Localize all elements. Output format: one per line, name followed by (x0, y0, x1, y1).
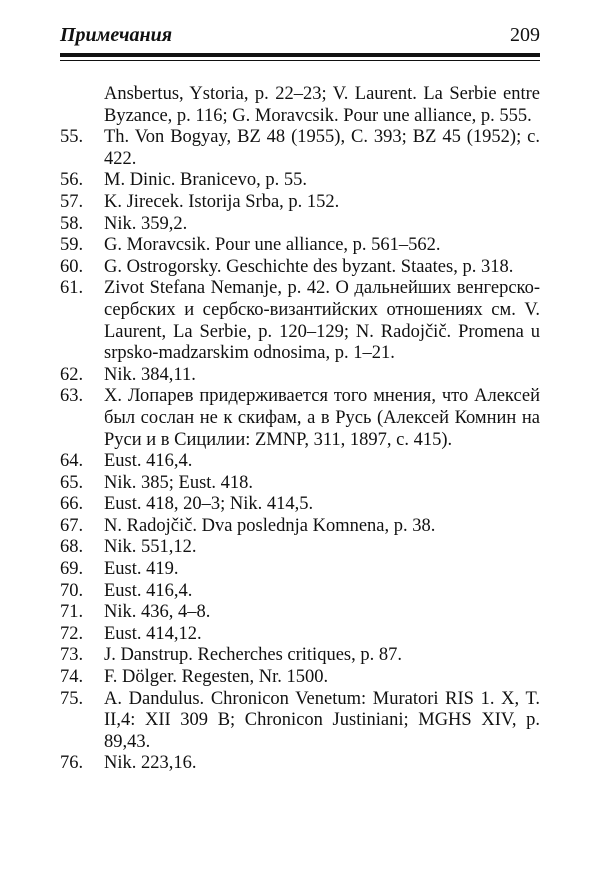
note-item (60, 473, 540, 495)
note-text: Eust. 416,4. (104, 580, 193, 601)
note-text: Eust. 416,4. (104, 451, 193, 472)
note-item (60, 235, 540, 257)
note-text: M. Dinic. Branicevo, p. 55. (104, 170, 307, 191)
note-item (60, 214, 540, 236)
note-item (60, 624, 540, 646)
note-number: 61. (60, 278, 84, 299)
note-item (60, 667, 540, 689)
note-item (60, 581, 540, 603)
note-number: 62. (60, 364, 84, 385)
note-item (60, 602, 540, 624)
note-item (60, 192, 540, 214)
note-item (60, 127, 540, 170)
running-title: Примечания (60, 24, 173, 46)
note-number: 75. (60, 688, 84, 709)
header-rule-thin (60, 60, 540, 61)
note-item (60, 559, 540, 581)
note-text: Eust. 414,12. (104, 623, 202, 644)
note-item (60, 257, 540, 279)
note-number: 65. (60, 472, 84, 493)
note-item (60, 278, 540, 364)
note-continuation: Ansbertus, Ystoria, p. 22–23; V. Laurent. La Serbie entre Byzance, p. 116; G. Moravcsik. Pour une alliance, p. 555. (104, 84, 540, 126)
note-number: 66. (60, 494, 84, 515)
note-number: 73. (60, 645, 84, 666)
note-text: Zivot Stefana Nemanje, p. 42. О дальнейших венгерско-сербских и сербско-византийских отношениях см. V. Laurent, La Serbie, p. 120–129; N. Radojčič. Promena u srpsko-madzarskim odnosima, p. 1–21. (104, 278, 540, 364)
note-number: 76. (60, 753, 84, 774)
note-item (60, 645, 540, 667)
note-text: A. Dandulus. Chronicon Venetum: Muratori RIS 1. X, T. II,4: XII 309 B; Chronicon Justiniani; MGHS XIV, p. 89,43. (104, 688, 540, 752)
note-item (60, 537, 540, 559)
note-text: Nik. 223,16. (104, 753, 197, 774)
note-text: Nik. 385; Eust. 418. (104, 472, 254, 493)
note-number: 72. (60, 623, 84, 644)
note-number: 58. (60, 213, 84, 234)
note-item (60, 753, 540, 775)
note-item (60, 689, 540, 754)
note-number: 64. (60, 451, 84, 472)
note-text: N. Radojčič. Dva poslednja Komnena, p. 38. (104, 515, 436, 536)
note-number: 69. (60, 559, 84, 580)
page-number: 209 (510, 24, 540, 46)
note-text: Nik. 436, 4–8. (104, 602, 211, 623)
note-text: K. Jirecek. Istorija Srba, p. 152. (104, 191, 340, 212)
header-rule-thick (60, 53, 540, 57)
note-text: G. Ostrogorsky. Geschichte des byzant. Staates, p. 318. (104, 256, 514, 277)
note-text: Х. Лопарев придерживается того мнения, что Алексей был сослан не к скифам, а в Русь (Алексей Комнин на Руси и в Сицилии: ZMNP, 311, 1897, с. 415). (104, 386, 540, 450)
note-text: Eust. 418, 20–3; Nik. 414,5. (104, 494, 314, 515)
note-text: Nik. 359,2. (104, 213, 188, 234)
note-item (60, 170, 540, 192)
note-number: 68. (60, 537, 84, 558)
note-text: F. Dölger. Regesten, Nr. 1500. (104, 667, 329, 688)
note-number: 59. (60, 235, 84, 256)
note-item (60, 494, 540, 516)
note-item (60, 516, 540, 538)
note-number: 57. (60, 191, 84, 212)
notes-list (60, 84, 540, 775)
note-number: 60. (60, 256, 84, 277)
note-number: 63. (60, 386, 84, 407)
note-number: 74. (60, 667, 84, 688)
note-text: J. Danstrup. Recherches critiques, p. 87. (104, 645, 402, 666)
note-item (60, 365, 540, 387)
running-head (60, 22, 540, 48)
note-item (60, 386, 540, 451)
note-item (60, 451, 540, 473)
note-text: Nik. 551,12. (104, 537, 197, 558)
note-text: G. Moravcsik. Pour une alliance, p. 561–562. (104, 235, 441, 256)
note-number: 55. (60, 127, 84, 148)
note-number: 56. (60, 170, 84, 191)
note-text: Nik. 384,11. (104, 364, 196, 385)
note-text: Th. Von Bogyay, BZ 48 (1955), С. 393; BZ 45 (1952); с. 422. (104, 127, 540, 169)
notes-container (60, 127, 540, 775)
note-number: 67. (60, 515, 84, 536)
note-number: 71. (60, 602, 84, 623)
note-number: 70. (60, 580, 84, 601)
note-text: Eust. 419. (104, 559, 179, 580)
